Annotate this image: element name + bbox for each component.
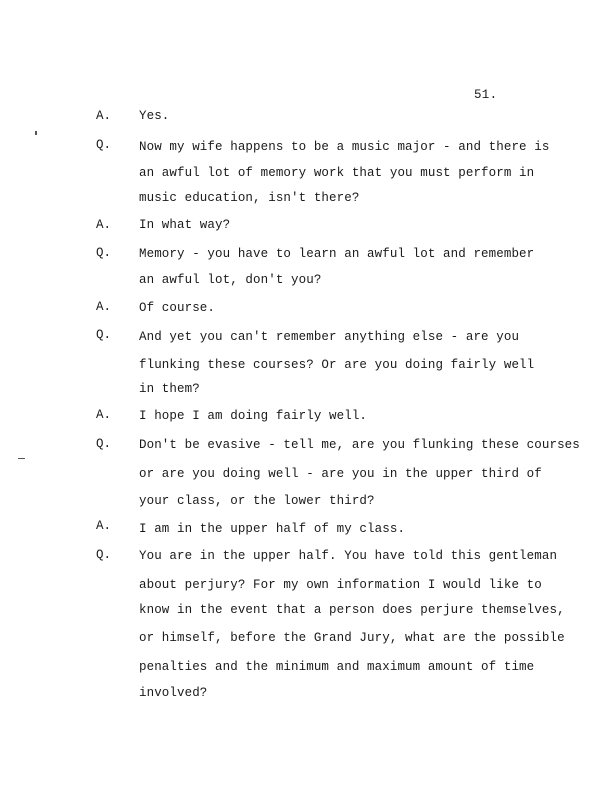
entry-line: music education, isn't there? — [139, 191, 360, 205]
speaker-label: A. — [96, 300, 112, 314]
entry-line: an awful lot, don't you? — [139, 273, 322, 287]
entry-line: know in the event that a person does perjure themselves, — [139, 603, 565, 617]
entry-line: about perjury? For my own information I would like to — [139, 578, 542, 592]
entry-line: Don't be evasive - tell me, are you flunking these courses — [139, 438, 580, 452]
entry-line: In what way? — [139, 218, 231, 232]
entry-line: I am in the upper half of my class. — [139, 522, 406, 536]
speaker-label: Q. — [96, 138, 112, 152]
entry-line: your class, or the lower third? — [139, 494, 375, 508]
scan-speck — [18, 458, 25, 459]
entry-line: Of course. — [139, 301, 216, 315]
entry-line: Memory - you have to learn an awful lot and remember — [139, 247, 535, 261]
entry-line: involved? — [139, 686, 208, 700]
speaker-label: A. — [96, 408, 112, 422]
entry-line: or are you doing well - are you in the upper third of — [139, 467, 542, 481]
entry-line: Yes. — [139, 109, 170, 123]
speaker-label: Q. — [96, 328, 112, 342]
entry-line: flunking these courses? Or are you doing fairly well — [139, 358, 535, 372]
entry-line: Now my wife happens to be a music major - and there is — [139, 140, 550, 154]
entry-line: I hope I am doing fairly well. — [139, 409, 368, 423]
entry-line: an awful lot of memory work that you must perform in — [139, 166, 535, 180]
entry-line: penalties and the minimum and maximum amount of time — [139, 660, 535, 674]
speaker-label: A. — [96, 519, 112, 533]
page-number: 51. — [474, 88, 498, 102]
speaker-label: Q. — [96, 437, 112, 451]
speaker-label: A. — [96, 109, 112, 123]
speaker-label: A. — [96, 218, 112, 232]
entry-line: You are in the upper half. You have told this gentleman — [139, 549, 558, 563]
entry-line: in them? — [139, 382, 200, 396]
speaker-label: Q. — [96, 548, 112, 562]
speaker-label: Q. — [96, 246, 112, 260]
entry-line: or himself, before the Grand Jury, what are the possible — [139, 631, 565, 645]
entry-line: And yet you can't remember anything else - are you — [139, 330, 520, 344]
scan-speck — [35, 131, 37, 135]
